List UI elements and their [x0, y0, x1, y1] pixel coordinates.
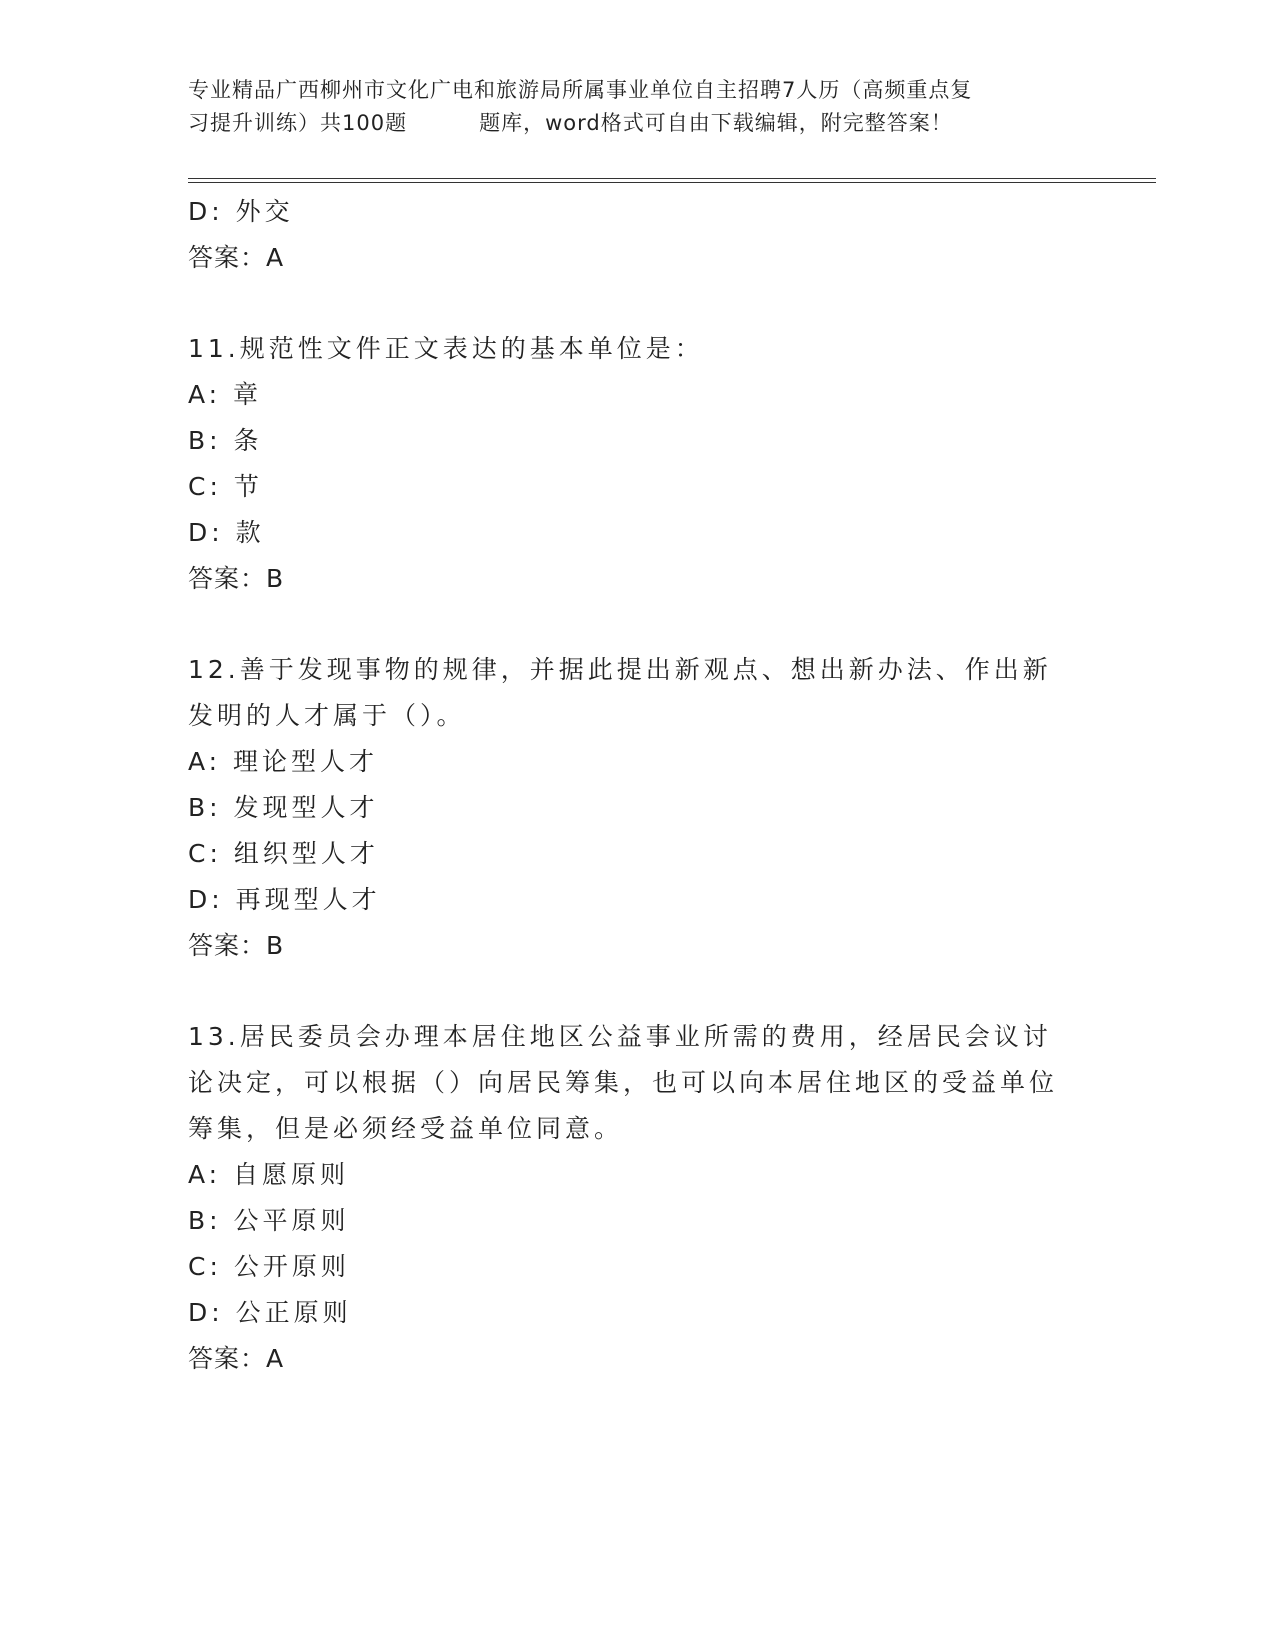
- header-divider-top: [188, 178, 1156, 179]
- option-d: D: 公正原则: [188, 1298, 352, 1327]
- option-c: C: 公开原则: [188, 1252, 350, 1281]
- option-c: C: 组织型人才: [188, 839, 379, 868]
- question-13: [188, 1014, 1088, 1382]
- answer: 答案：A: [188, 1344, 285, 1373]
- prev-option-d: D: 外交: [188, 197, 294, 226]
- option-d: D: 款: [188, 518, 265, 547]
- question-list: [188, 189, 1088, 1382]
- question-12: [188, 647, 1088, 969]
- header-line-2-part-b: 题库，word格式可自由下载编辑，附完整答案！: [479, 111, 953, 135]
- option-d: D: 再现型人才: [188, 885, 381, 914]
- question-text: 13.居民委员会办理本居住地区公益事业所需的费用，经居民会议讨论决定，可以根据（）向居民筹集，也可以向本居住地区的受益单位筹集，但是必须经受益单位同意。: [188, 1022, 1059, 1143]
- question-text: 12.善于发现事物的规律，并据此提出新观点、想出新办法、作出新发明的人才属于（）。: [188, 655, 1052, 730]
- prev-answer: 答案：A: [188, 243, 285, 272]
- option-b: B: 条: [188, 426, 263, 455]
- option-a: A: 章: [188, 380, 263, 409]
- question-11: [188, 326, 1088, 602]
- option-b: B: 发现型人才: [188, 793, 379, 822]
- option-a: A: 理论型人才: [188, 747, 379, 776]
- header-line-1: 专业精品广西柳州市文化广电和旅游局所属事业单位自主招聘7人历（高频重点复: [188, 78, 973, 102]
- header-line-2-part-a: 习提升训练）共100题: [188, 111, 408, 135]
- option-c: C: 节: [188, 472, 263, 501]
- answer: 答案：B: [188, 931, 285, 960]
- page-header: [188, 74, 1088, 140]
- header-divider-bottom: [188, 182, 1156, 183]
- option-a: A: 自愿原则: [188, 1160, 350, 1189]
- header-line-2: [188, 107, 1088, 140]
- answer: 答案：B: [188, 564, 285, 593]
- option-b: B: 公平原则: [188, 1206, 350, 1235]
- question-text: 11.规范性文件正文表达的基本单位是：: [188, 334, 704, 363]
